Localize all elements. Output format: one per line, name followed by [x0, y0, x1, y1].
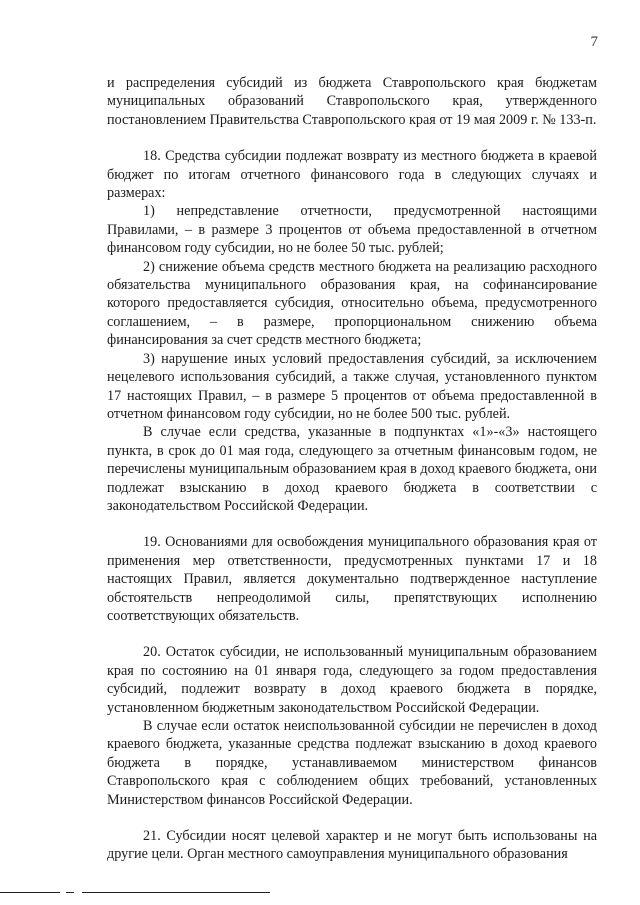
footer-rule	[0, 892, 60, 893]
paragraph-18-item-3: 3) нарушение иных условий предоставления субсидий, за исключением нецелевого использования субсидий, а также случая, установленного пунктом 17 настоящих Правил, – в размере 5 процентов от объема предоставленной в отчетном финансовом году субсидии, но не более 500 тыс. рублей.	[107, 350, 597, 422]
paragraph-18-recovery: В случае если средства, указанные в подпунктах «1»-«3» настоящего пункта, в срок до 01 мая года, следующего за отчетным финансовым годом, не перечислены муниципальным образованием края в доход краевого бюджета, они подлежат взысканию в доход краевого бюджета в соответствии с законодательством Российской Федерации.	[107, 424, 598, 514]
paragraph-19: 19. Основаниями для освобождения муниципального образования края от применения мер ответственности, предусмотренных пунктами 17 и 18 настоящих Правил, является документально подтвержденное наступление обстоятельств непреодолимой силы, препятствующих исполнению соответствующих обязательств.	[107, 534, 597, 624]
paragraph-18-item-1: 1) непредставление отчетности, предусмотренной настоящими Правилами, – в размере 3 процентов от объема предоставленной в отчетном финансовом году субсидии, но не более 50 тыс. рублей;	[107, 203, 597, 257]
paragraph-continuation: и распределения субсидий из бюджета Ставропольского края бюджетам муниципальных образований Ставропольского края, утвержденного постановлением Правительства Ставропольского края от 19 мая 2009 г. № 133-п.	[107, 75, 597, 128]
footer-rule	[66, 892, 74, 893]
paragraph-18-item-2: 2) снижение объема средств местного бюджета на реализацию расходного обязательства муниципального образования края, на софинансирование которого предоставляется субсидия, относительно объема, предусмотренного соглашением, – в размере, пропорциональном снижению объема финансирования за счет средств местного бюджета;	[107, 258, 597, 349]
page-number: 7	[590, 34, 598, 50]
paragraph-20-recovery: В случае если остаток неиспользованной субсидии не перечислен в доход краевого бюджета, указанные средства подлежат взысканию в доход краевого бюджета в порядке, устанавливаемом министерством финансов Ставропольского края с соблюдением общих требований, установленных Министерством финансов Российской Федерации.	[107, 718, 597, 808]
footer-rule	[82, 892, 270, 893]
document-body	[107, 74, 597, 864]
paragraph-21: 21. Субсидии носят целевой характер и не могут быть использованы на другие цели. Орган местного самоуправления муниципального образования	[107, 828, 597, 863]
paragraph-18: 18. Средства субсидии подлежат возврату из местного бюджета в краевой бюджет по итогам отчетного финансового года в следующих случаях и размерах:	[107, 148, 597, 202]
paragraph-20: 20. Остаток субсидии, не использованный муниципальным образованием края по состоянию на 01 января года, следующего за годом предоставления субсидий, подлежит возврату в доход краевого бюджета в порядке, установленном бюджетным законодательством Российской Федерации.	[107, 644, 597, 716]
